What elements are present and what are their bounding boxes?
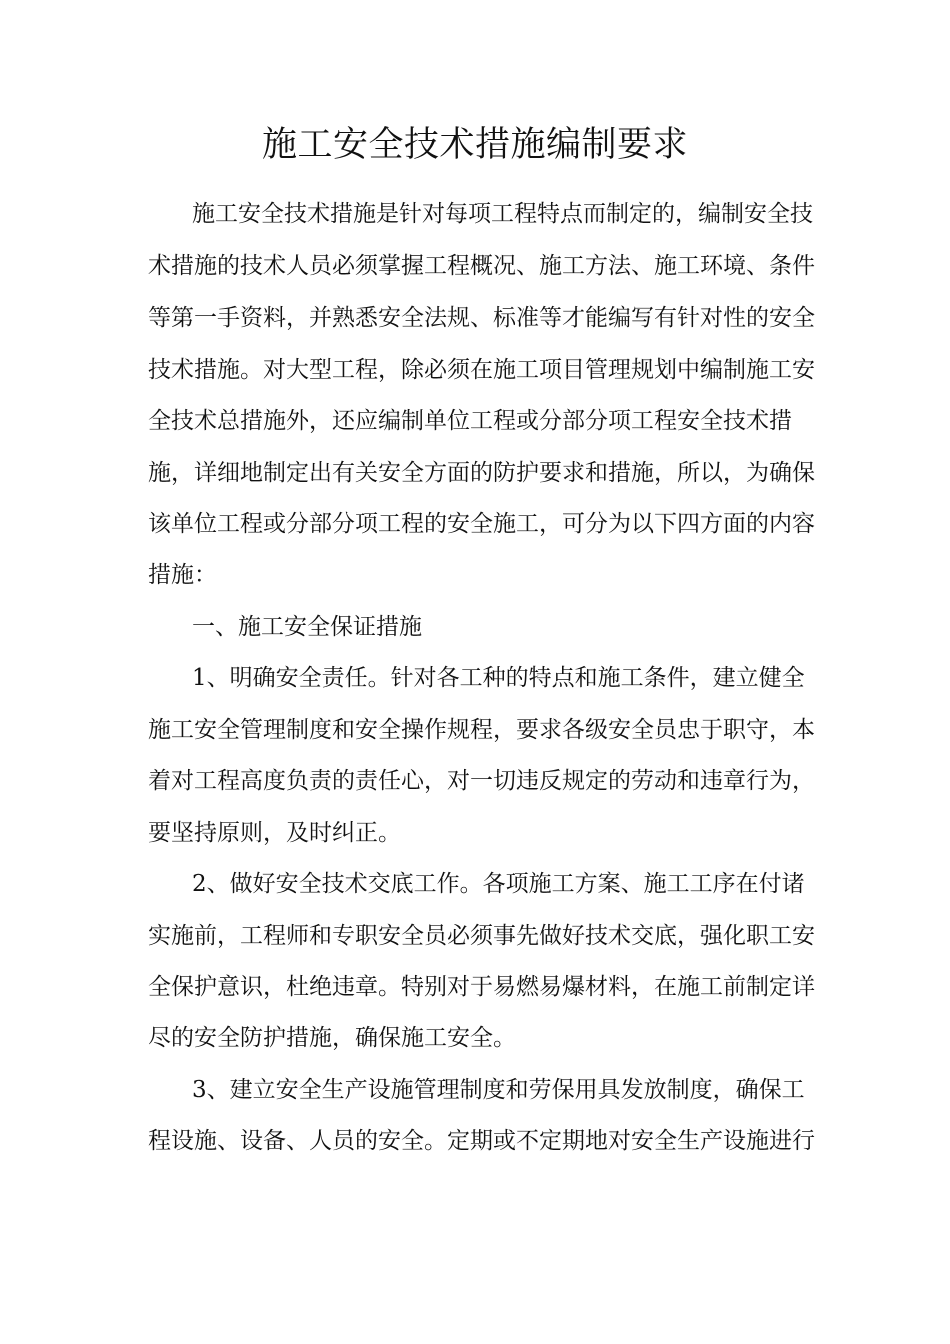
- text-line: 1、明确安全责任。针对各工种的特点和施工条件，建立健全: [192, 665, 805, 691]
- text-line: 要坚持原则，及时纠正。: [148, 820, 401, 846]
- text-line: 施工安全技术措施是针对每项工程特点而制定的，编制安全技: [192, 201, 813, 227]
- text-line: 程设施、设备、人员的安全。定期或不定期地对安全生产设施进行: [148, 1128, 815, 1154]
- text-line: 施工安全管理制度和安全操作规程，要求各级安全员忠于职守，本: [148, 717, 815, 743]
- text-line: 术措施的技术人员必须掌握工程概况、施工方法、施工环境、条件: [148, 253, 815, 279]
- text-line: 技术措施。对大型工程，除必须在施工项目管理规划中编制施工安: [148, 357, 815, 383]
- text-line: 措施：: [148, 562, 217, 588]
- text-line: 等第一手资料，并熟悉安全法规、标准等才能编写有针对性的安全: [148, 305, 815, 331]
- text-line: 该单位工程或分部分项工程的安全施工，可分为以下四方面的内容: [148, 511, 815, 537]
- text-line: 2、做好安全技术交底工作。各项施工方案、施工工序在付诸: [192, 871, 805, 897]
- text-line: 施，详细地制定出有关安全方面的防护要求和措施，所以，为确保: [148, 460, 815, 486]
- text-line: 实施前，工程师和专职安全员必须事先做好技术交底，强化职工安: [148, 923, 815, 949]
- text-line: 3、建立安全生产设施管理制度和劳保用具发放制度，确保工: [192, 1077, 805, 1103]
- text-line: 着对工程高度负责的责任心，对一切违反规定的劳动和违章行为，: [148, 768, 815, 794]
- text-line: 尽的安全防护措施，确保施工安全。: [148, 1025, 516, 1051]
- document-title: 施工安全技术措施编制要求: [261, 125, 688, 165]
- section-heading: 一、施工安全保证措施: [192, 614, 422, 640]
- text-line: 全保护意识，杜绝违章。特别对于易燃易爆材料，在施工前制定详: [148, 974, 815, 1000]
- text-line: 全技术总措施外，还应编制单位工程或分部分项工程安全技术措: [148, 408, 792, 434]
